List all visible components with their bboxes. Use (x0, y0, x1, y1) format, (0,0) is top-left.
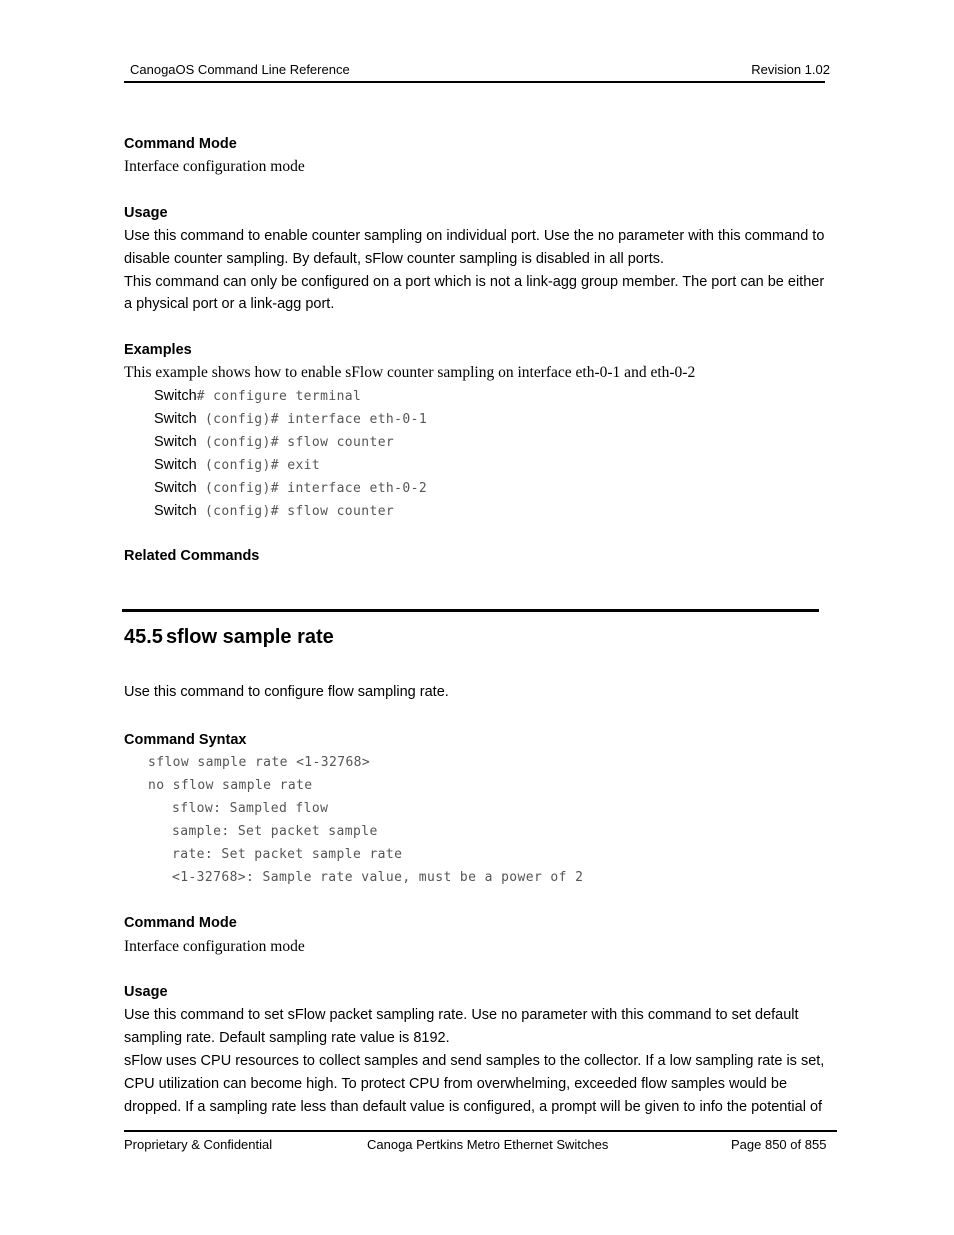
command-mode-heading: Command Mode (124, 136, 237, 152)
command-text: (config)# interface eth-0-1 (196, 412, 428, 427)
command-text: # configure terminal (196, 389, 362, 404)
syntax-line: no sflow sample rate (148, 778, 313, 793)
example-command (154, 456, 320, 474)
command-text: (config)# sflow counter (196, 504, 395, 519)
section-rule (122, 609, 819, 612)
param-line: sflow: Sampled flow (172, 801, 329, 816)
command-mode-text: Interface configuration mode (124, 158, 305, 175)
command-mode-text: Interface configuration mode (124, 938, 305, 955)
footer-confidential: Proprietary & Confidential (124, 1137, 273, 1152)
command-prompt: Switch (154, 503, 197, 519)
related-commands-heading: Related Commands (124, 548, 260, 564)
param-line: rate: Set packet sample rate (172, 847, 403, 862)
header-title: CanogaOS Command Line Reference (130, 62, 350, 77)
examples-intro: This example shows how to enable sFlow counter sampling on interface eth-0-1 and eth-0-2 (124, 364, 696, 381)
command-prompt: Switch (154, 457, 197, 473)
command-prompt: Switch (154, 434, 197, 450)
command-prompt: Switch (154, 411, 197, 427)
example-command (154, 433, 394, 451)
usage-line: sampling rate. Default sampling rate value is 8192. (124, 1030, 450, 1046)
footer-rule (124, 1130, 837, 1132)
command-mode-heading: Command Mode (124, 915, 237, 931)
example-command (154, 387, 361, 405)
section-name: sflow sample rate (165, 626, 334, 648)
example-command (154, 502, 394, 520)
usage-line: This command can only be configured on a port which is not a link-agg group member. The port can be either (124, 274, 825, 290)
command-text: (config)# sflow counter (196, 435, 395, 450)
usage-line: a physical port or a link-agg port. (124, 296, 335, 312)
command-text: (config)# exit (196, 458, 321, 473)
command-syntax-heading: Command Syntax (124, 732, 247, 748)
usage-line: disable counter sampling. By default, sFlow counter sampling is disabled in all ports. (124, 251, 664, 267)
footer-product: Canoga Pertkins Metro Ethernet Switches (367, 1137, 609, 1152)
usage-line: sFlow uses CPU resources to collect samples and send samples to the collector. If a low sampling rate is set, (124, 1053, 825, 1069)
usage-line: dropped. If a sampling rate less than default value is configured, a prompt will be given to info the potential of (124, 1099, 823, 1115)
example-command (154, 410, 427, 428)
param-line: <1-32768>: Sample rate value, must be a power of 2 (172, 870, 584, 885)
syntax-line: sflow sample rate <1-32768> (148, 755, 371, 770)
example-command (154, 479, 427, 497)
header-rule (124, 81, 825, 83)
footer-page-number: Page 850 of 855 (731, 1137, 827, 1152)
usage-line: CPU utilization can become high. To protect CPU from overwhelming, exceeded flow samples would be (124, 1076, 788, 1092)
param-line: sample: Set packet sample (172, 824, 378, 839)
section-number: 45.5 (124, 626, 163, 648)
section-title (124, 626, 334, 649)
usage-heading: Usage (124, 205, 168, 221)
command-text: (config)# interface eth-0-2 (196, 481, 428, 496)
header-revision: Revision 1.02 (751, 62, 830, 77)
usage-line: Use this command to set sFlow packet sampling rate. Use no parameter with this command to set default (124, 1007, 799, 1023)
command-prompt: Switch (154, 388, 197, 404)
usage-heading: Usage (124, 984, 168, 1000)
section-intro: Use this command to configure flow sampling rate. (124, 684, 449, 700)
command-prompt: Switch (154, 480, 197, 496)
usage-line: Use this command to enable counter sampling on individual port. Use the no parameter with this command to (124, 228, 825, 244)
examples-heading: Examples (124, 342, 192, 358)
